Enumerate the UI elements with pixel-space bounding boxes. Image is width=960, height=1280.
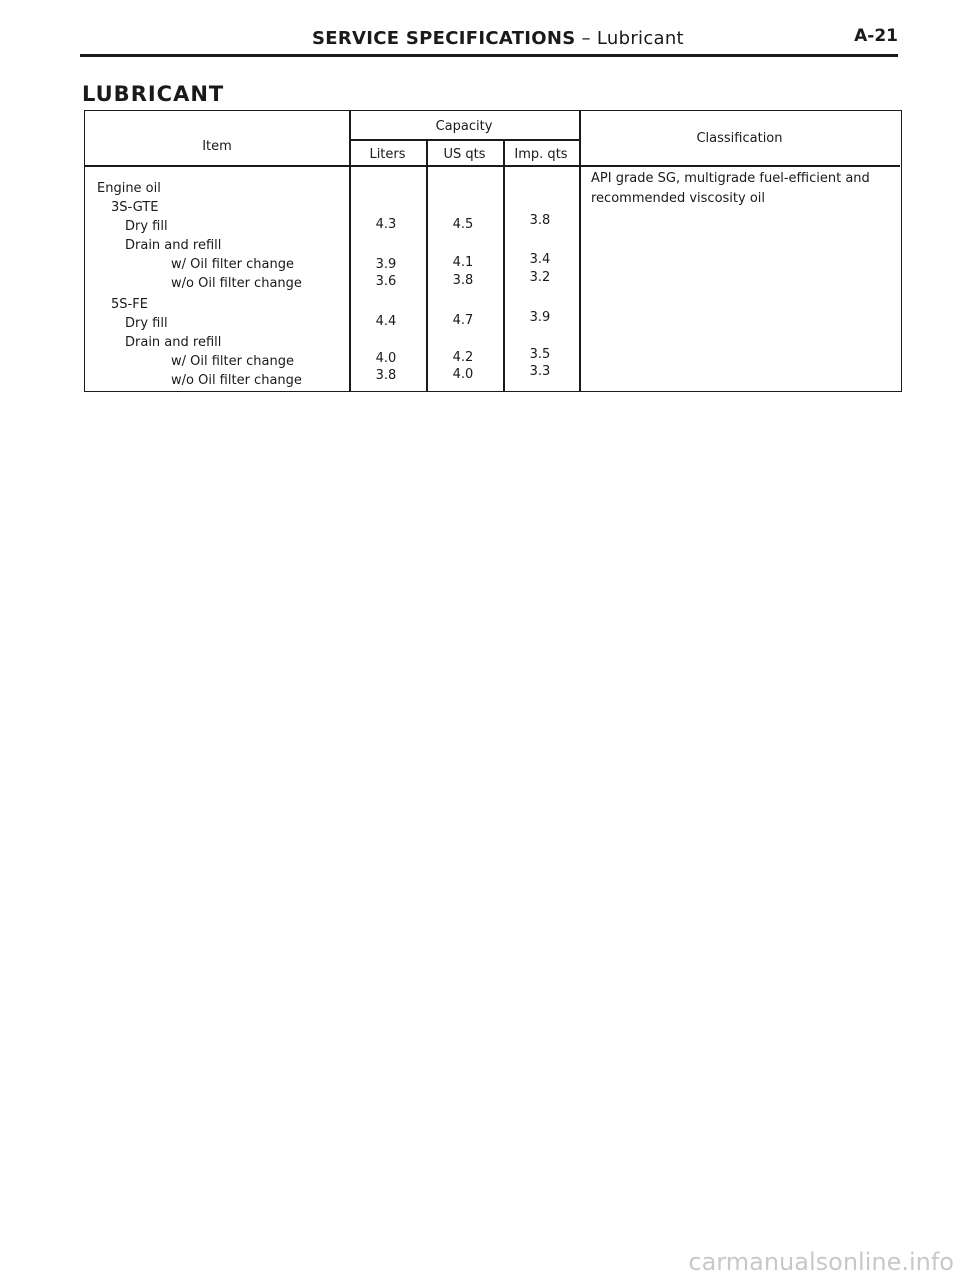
row-label: 5S-FE: [111, 297, 148, 312]
imp-qts-cell: 3.9: [529, 310, 551, 325]
header-rule: [80, 54, 898, 57]
col-rule-imp: [579, 111, 581, 391]
row-label: Dry fill: [125, 316, 168, 331]
imp-qts-cell: 3.3: [529, 364, 551, 379]
header-title-sub: – Lubricant: [575, 28, 684, 49]
watermark-text: carmanualsonline.info: [688, 1248, 954, 1276]
us-qts-cell: 4.5: [452, 217, 474, 232]
header-capacity: Capacity: [435, 119, 493, 134]
row-label: Engine oil: [97, 181, 161, 196]
imp-qts-cell: 3.5: [529, 347, 551, 362]
us-qts-cell: 3.8: [452, 273, 474, 288]
row-label: w/o Oil filter change: [171, 276, 302, 291]
liters-cell: 4.3: [375, 217, 397, 232]
us-qts-cell: 4.2: [452, 350, 474, 365]
header-title: [312, 28, 684, 49]
page-header: [80, 22, 898, 62]
us-qts-cell: 4.7: [452, 313, 474, 328]
row-label: w/ Oil filter change: [171, 257, 294, 272]
us-qts-cell: 4.1: [452, 255, 474, 270]
liters-cell: 4.4: [375, 314, 397, 329]
header-bottom-rule: [85, 165, 900, 167]
row-label: w/ Oil filter change: [171, 354, 294, 369]
row-label: 3S-GTE: [111, 200, 159, 215]
header-classification: Classification: [696, 131, 783, 146]
liters-cell: 4.0: [375, 351, 397, 366]
header-us-qts: US qts: [443, 147, 486, 162]
lubricant-spec-table: [84, 110, 902, 392]
row-label: w/o Oil filter change: [171, 373, 302, 388]
header-item: Item: [202, 139, 232, 154]
imp-qts-cell: 3.4: [529, 252, 551, 267]
liters-cell: 3.8: [375, 368, 397, 383]
us-qts-cell: 4.0: [452, 367, 474, 382]
imp-qts-cell: 3.8: [529, 213, 551, 228]
capacity-rule: [349, 139, 579, 141]
classification-text: API grade SG, multigrade fuel-efficient and recommended viscosity oil: [591, 171, 870, 206]
row-label: Drain and refill: [125, 335, 222, 350]
imp-qts-cell: 3.2: [529, 270, 551, 285]
header-liters: Liters: [369, 147, 406, 162]
row-label: Dry fill: [125, 219, 168, 234]
page-number: A-21: [854, 26, 898, 46]
row-label: Drain and refill: [125, 238, 222, 253]
header-imp-qts: Imp. qts: [514, 147, 568, 162]
section-title: LUBRICANT: [82, 82, 225, 106]
liters-cell: 3.9: [375, 257, 397, 272]
liters-cell: 3.6: [375, 274, 397, 289]
header-title-main: SERVICE SPECIFICATIONS: [312, 28, 576, 49]
